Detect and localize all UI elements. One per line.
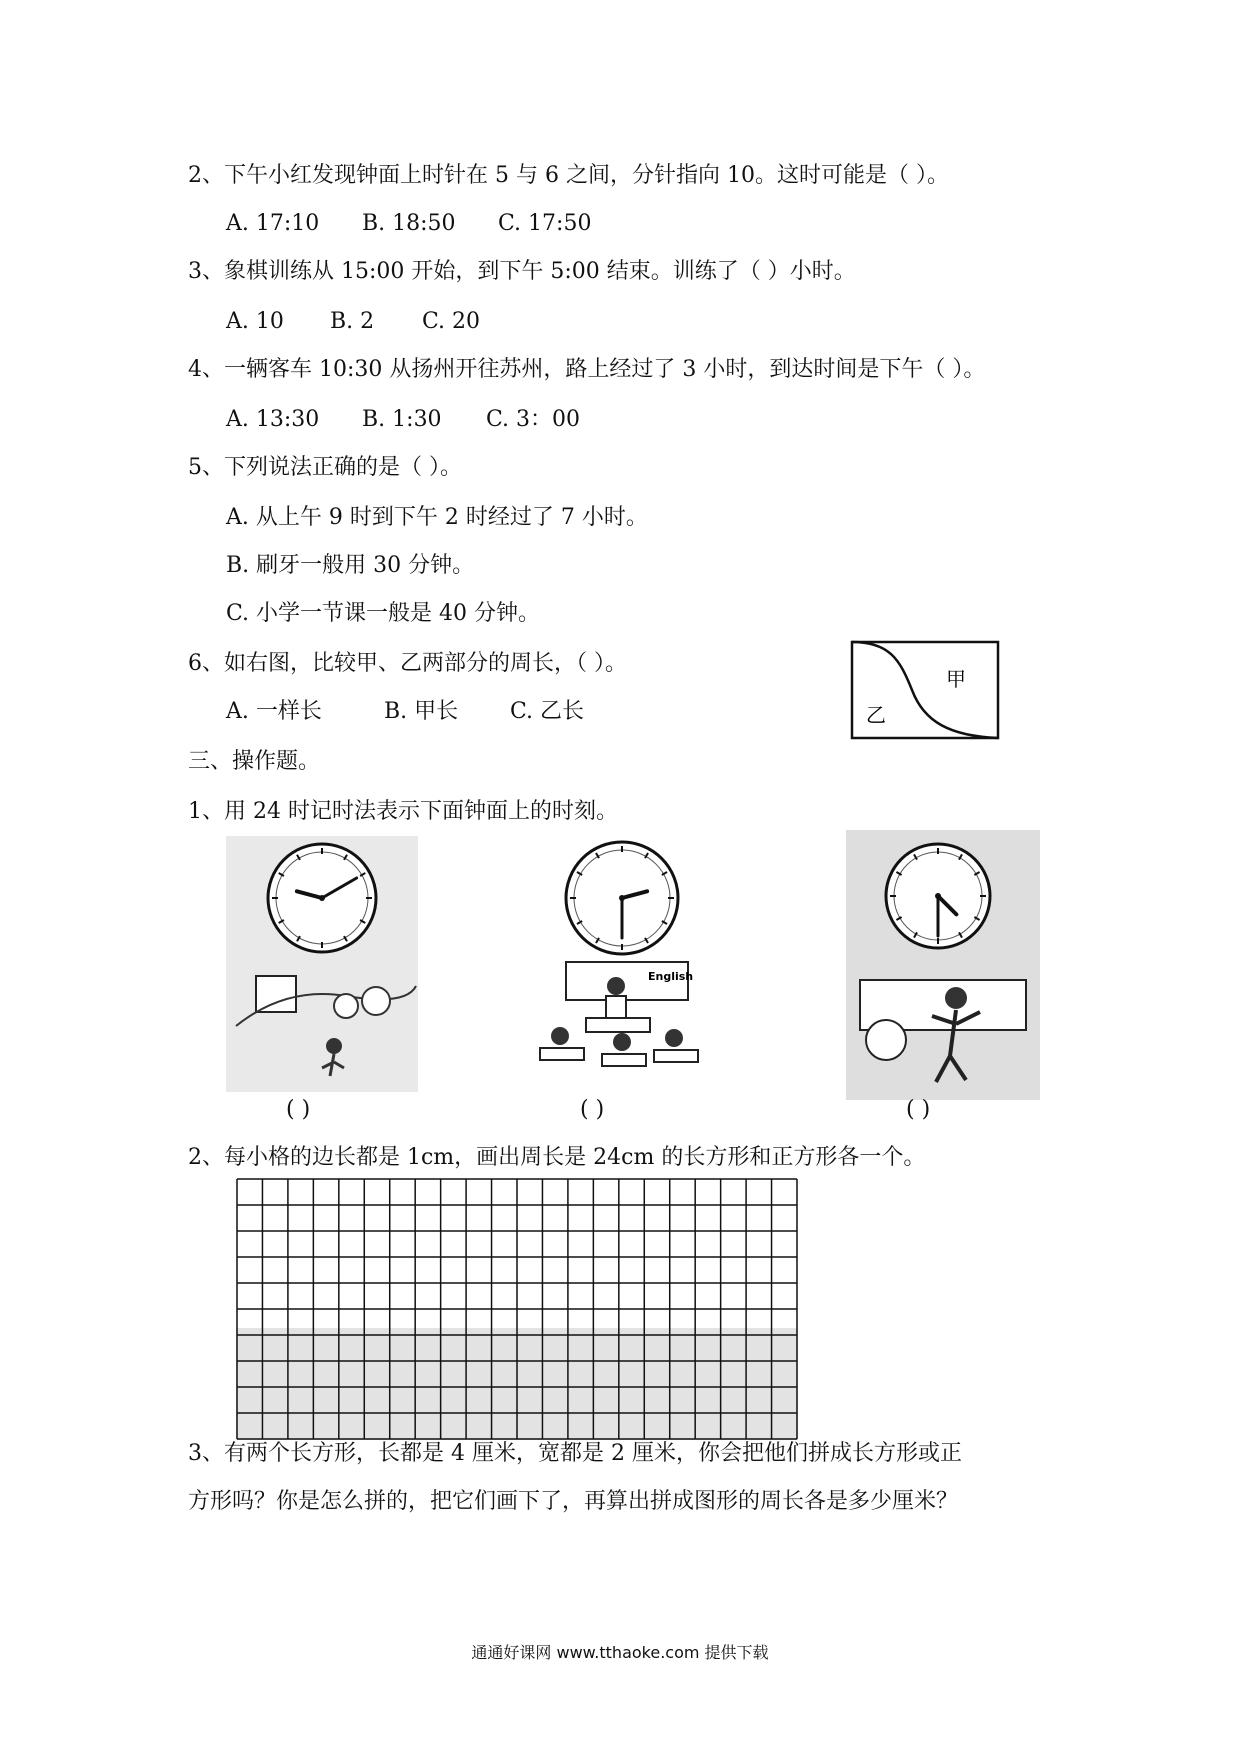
q4-option-a: A. 13:30	[226, 407, 320, 432]
label-jia: 甲	[946, 667, 966, 691]
child-head	[326, 1038, 342, 1054]
student-desk	[540, 1048, 584, 1060]
teacher-desk	[586, 1018, 650, 1032]
q2-option-a: A. 17:10	[226, 211, 320, 236]
student-head	[665, 1029, 683, 1047]
q5-stem: 5、下列说法正确的是（ ）。	[188, 455, 462, 480]
label-yi: 乙	[866, 703, 886, 727]
section-3-title: 三、操作题。	[188, 749, 321, 774]
clock-2-answer[interactable]: ( )	[580, 1097, 605, 1122]
student-head	[551, 1027, 569, 1045]
q2-option-c: C. 17:50	[498, 211, 592, 236]
q5-option-c: C. 小学一节课一般是 40 分钟。	[226, 601, 541, 626]
child-head	[945, 987, 967, 1009]
student-desk	[654, 1050, 698, 1062]
q4-stem: 4、一辆客车 10:30 从扬州开往苏州，路上经过了 3 小时，到达时间是下午（ ）。	[188, 357, 986, 382]
dog	[866, 1020, 906, 1060]
clock-picture-1	[226, 836, 418, 1092]
clock-picture-3	[846, 830, 1040, 1100]
op3-line-1: 3、有两个长方形，长都是 4 厘米，宽都是 2 厘米，你会把他们拼成长方形或正	[188, 1441, 962, 1466]
clock-picture-2	[526, 836, 712, 1086]
student-head	[613, 1033, 631, 1051]
q5-option-b: B. 刷牙一般用 30 分钟。	[226, 553, 475, 578]
school-building	[256, 976, 296, 1012]
clock-1-answer[interactable]: ( )	[286, 1097, 311, 1122]
clock-center	[935, 893, 941, 899]
op1-stem: 1、用 24 时记时法表示下面钟面上的时刻。	[188, 799, 618, 824]
q2-option-b: B. 18:50	[362, 211, 456, 236]
clock-3-answer[interactable]: ( )	[906, 1097, 931, 1122]
q3-option-b: B. 2	[330, 309, 375, 334]
q2-stem: 2、下午小红发现钟面上时针在 5 与 6 之间，分针指向 10。这时可能是（ ）。	[188, 163, 949, 188]
blackboard-sign: English	[648, 970, 694, 983]
q4-option-b: B. 1:30	[362, 407, 442, 432]
q6-option-b: B. 甲长	[384, 699, 459, 724]
q6-stem: 6、如右图，比较甲、乙两部分的周长，（ ）。	[188, 651, 627, 676]
op3-line-2: 方形吗？你是怎么拼的，把它们画下了，再算出拼成图形的周长各是多少厘米？	[188, 1489, 959, 1514]
q3-option-c: C. 20	[422, 309, 481, 334]
q6-option-a: A. 一样长	[226, 699, 322, 724]
teacher-head	[607, 977, 625, 995]
q6-option-c: C. 乙长	[510, 699, 585, 724]
student-desk	[602, 1054, 646, 1066]
op2-stem: 2、每小格的边长都是 1cm，画出周长是 24cm 的长方形和正方形各一个。	[188, 1145, 926, 1170]
square-grid[interactable]	[236, 1178, 798, 1440]
q3-option-a: A. 10	[226, 309, 284, 334]
tree	[362, 987, 390, 1015]
tree	[334, 994, 358, 1018]
clock-center	[619, 895, 625, 901]
q5-option-a: A. 从上午 9 时到下午 2 时经过了 7 小时。	[226, 505, 648, 530]
page-footer: 通通好课网 www.tthaoke.com 提供下载	[471, 1643, 769, 1662]
q3-stem: 3、象棋训练从 15:00 开始，到下午 5:00 结束。训练了（ ）小时。	[188, 259, 856, 284]
perimeter-figure	[850, 640, 1000, 740]
clock-center	[319, 895, 325, 901]
q4-option-c: C. 3：00	[486, 407, 581, 432]
